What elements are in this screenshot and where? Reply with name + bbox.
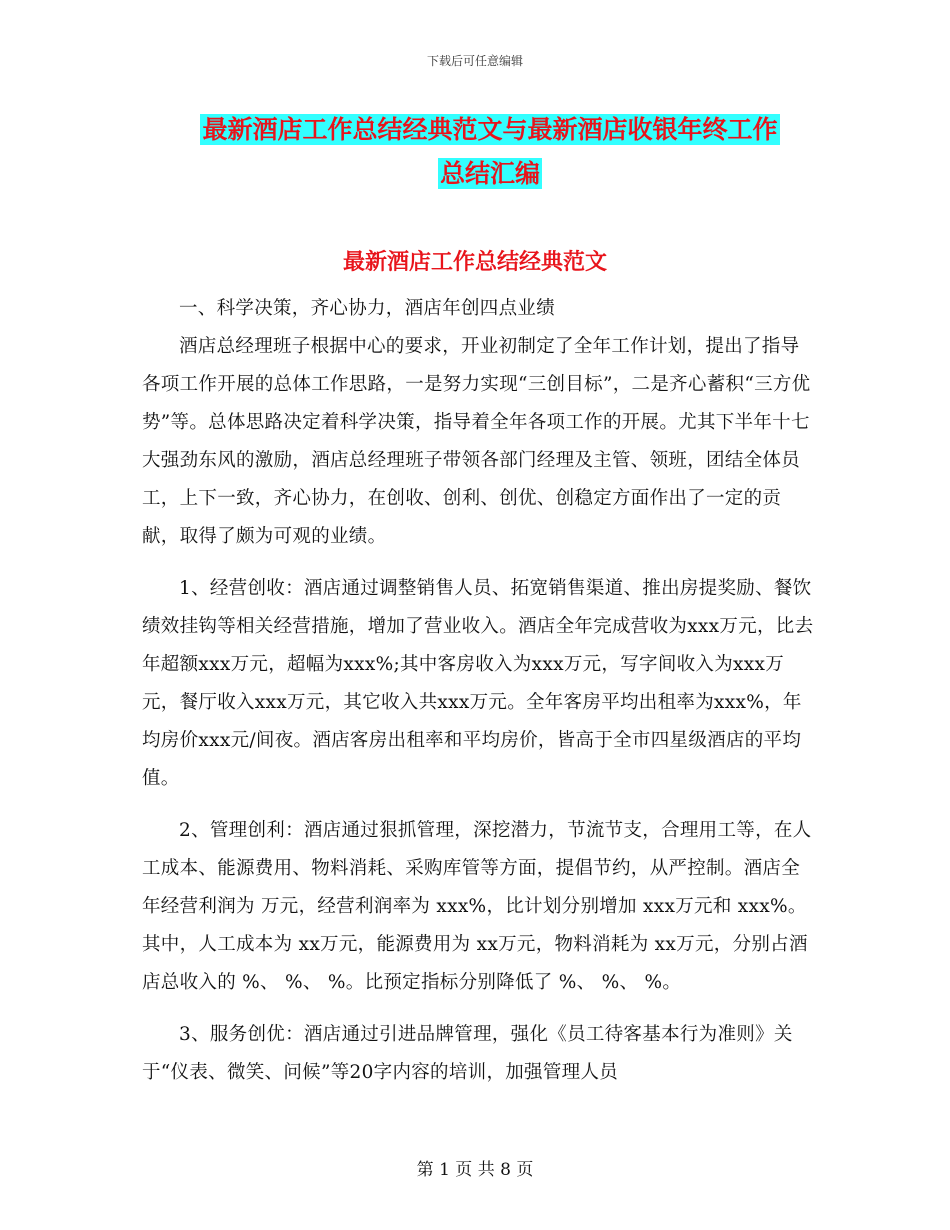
paragraph-heading-1: 一、科学决策，齐心协力，酒店年创四点业绩 (179, 298, 556, 319)
main-title (140, 108, 840, 196)
paragraph-operation-revenue: 1、经营创收：酒店通过调整销售人员、拓宽销售渠道、推出房提奖励、餐饮绩效挂钩等相关经营措施，增加了营业收入。酒店全年完成营收为xxx万元，比去年超额xxx万元，超幅为xxx%;其中客房收入为xxx万元，写字间收入为xxx万元，餐厅收入xxx万元，其它收入共xxx万元。全年客房平均出租率为xxx%，年均房价xxx元/间夜。酒店客房出租率和平均房价，皆高于全市四星级酒店的平均值。 (142, 578, 814, 789)
paragraph-service-excellence: 3、服务创优：酒店通过引进品牌管理，强化《员工待客基本行为准则》关于“仪表、微笑、问候”等20字内容的培训，加强管理人员 (142, 1024, 793, 1083)
page-header: 下载后可任意编辑 (426, 54, 523, 68)
paragraph-intro: 酒店总经理班子根据中心的要求，开业初制定了全年工作计划，提出了指导各项工作开展的总体工作思路，一是努力实现“三创目标”，二是齐心蓄积“三方优势”等。总体思路决定着科学决策，指导着全年各项工作的开展。尤其下半年十七大强劲东风的激励，酒店总经理班子带领各部门经理及主管、领班，团结全体员工，上下一致，齐心协力，在创收、创利、创优、创稳定方面作出了一定的贡献，取得了颇为可观的业绩。 (142, 336, 811, 547)
page-footer: 第 1 页 共 8 页 (416, 1160, 534, 1180)
document-body (142, 290, 814, 1092)
section-title: 最新酒店工作总结经典范文 (342, 249, 607, 275)
paragraph-management-profit: 2、管理创利：酒店通过狠抓管理，深挖潜力，节流节支，合理用工等，在人工成本、能源费用、物料消耗、采购库管等方面，提倡节约，从严控制。酒店全年经营利润为 万元，经营利润率为 xxx%，比计划分别增加 xxx万元和 xxx%。其中，人工成本为 xx万元，能源费用为 xx万元，物料消耗为 xx万元，分别占酒店总收入的 %、 %、 %。比预定指标分别降低了 %、 %、 %。 (142, 820, 812, 993)
main-title-line2: 总结汇编 (439, 159, 540, 188)
main-title-line1: 最新酒店工作总结经典范文与最新酒店收银年终工作 (202, 115, 778, 144)
